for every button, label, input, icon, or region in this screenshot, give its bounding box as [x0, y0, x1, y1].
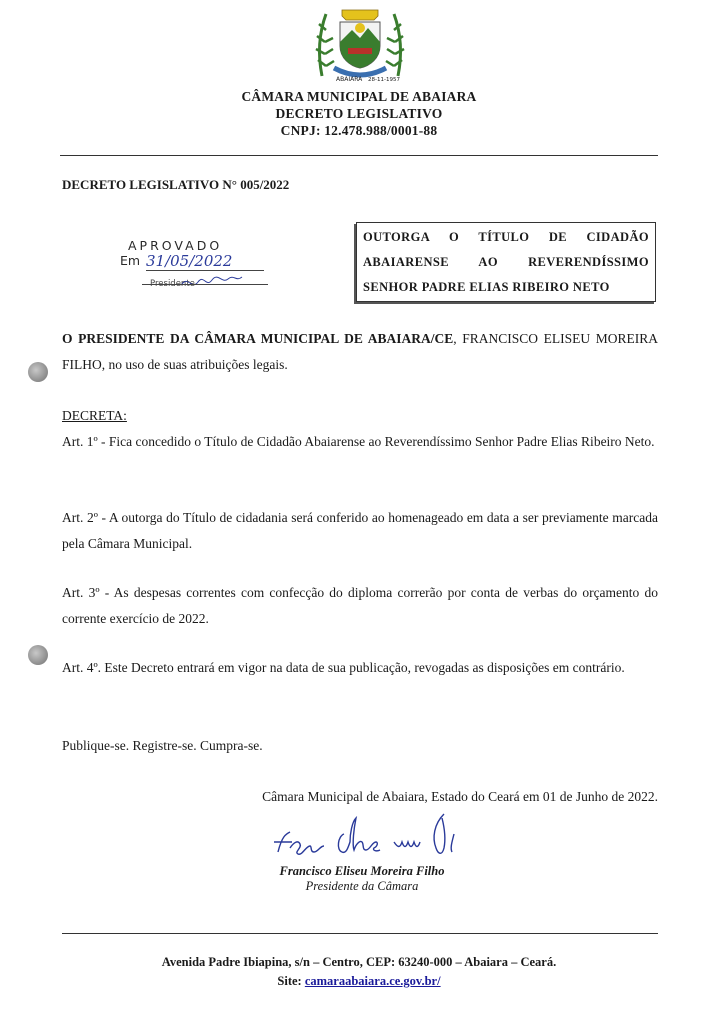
article-2: Art. 2º - A outorga do Título de cidadania será conferido ao homenageado em data a ser previamente marcada pela Câmara Municipal.: [62, 510, 658, 551]
crest-ribbon-text: [336, 76, 400, 83]
handwritten-signature: [268, 808, 478, 868]
punch-hole-top: [28, 362, 48, 382]
place-and-date: Câmara Municipal de Abaiara, Estado do Ceará em 01 de Junho de 2022.: [262, 789, 658, 804]
approval-stamp: [120, 238, 270, 294]
preamble: [62, 326, 658, 378]
cnpj: CNPJ: 12.478.988/0001-88: [280, 123, 438, 138]
footer-address: Avenida Padre Ibiapina, s/n – Centro, CEP: 63240-000 – Abaiara – Ceará.: [161, 955, 557, 969]
letterhead: [0, 88, 718, 139]
header-subtitle: DECRETO LEGISLATIVO: [275, 106, 443, 121]
stamp-signature-scribble: [180, 274, 260, 290]
decreta-heading: [62, 403, 658, 429]
preamble-rest: , FRANCISCO ELISEU MOREIRA FILHO, no uso de suas atribuições legais.: [62, 331, 658, 372]
footer-site-link[interactable]: camaraabaiara.ce.gov.br/: [304, 974, 441, 988]
footer: [0, 953, 718, 991]
stamp-line-lower: [142, 284, 268, 285]
coat-of-arms-logo: [312, 6, 408, 84]
footer-site-label: Site:: [277, 974, 305, 988]
closing-formula: Publique-se. Registre-se. Cumpra-se.: [62, 738, 263, 753]
decreta-label: DECRETA:: [62, 408, 127, 423]
crest-ribbon-left: ABAIARA: [336, 76, 363, 83]
punch-hole-bottom: [28, 645, 48, 665]
crest-ribbon-right: 28-11-1957: [368, 77, 400, 83]
decree-number: DECRETO LEGISLATIVO N° 005/2022: [62, 177, 290, 192]
signer-role: Presidente da Câmara: [305, 879, 419, 893]
stamp-date-prefix: Em: [120, 253, 141, 268]
decree-summary-box: OUTORGA O TÍTULO DE CIDADÃO ABAIARENSE AO REVERENDÍSSIMO SENHOR PADRE ELIAS RIBEIRO NETO: [356, 222, 656, 302]
stamp-line: [146, 270, 264, 271]
preamble-bold: O PRESIDENTE DA CÂMARA MUNICIPAL DE ABAIARA/CE: [62, 331, 454, 346]
footer-divider: [62, 933, 658, 934]
stamp-date-value: 31/05/2022: [146, 252, 233, 270]
article-4: Art. 4º. Este Decreto entrará em vigor na data de sua publicação, revogadas as disposições em contrário.: [62, 660, 625, 675]
stamp-approved-label: APROVADO: [128, 238, 223, 253]
org-name: CÂMARA MUNICIPAL DE ABAIARA: [241, 89, 477, 104]
footer-site: [0, 972, 718, 991]
header-divider: [60, 155, 658, 156]
stamp-signer-label: Presidente: [150, 279, 195, 289]
signature-block: [262, 864, 462, 894]
signer-name: Francisco Eliseu Moreira Filho: [279, 864, 445, 878]
article-3: Art. 3º - As despesas correntes com confecção do diploma correrão por conta de verbas do orçamento do corrente exercício de 2022.: [62, 585, 658, 626]
article-1: Art. 1º - Fica concedido o Título de Cidadão Abaiarense ao Reverendíssimo Senhor Padre Elias Ribeiro Neto.: [62, 434, 655, 449]
